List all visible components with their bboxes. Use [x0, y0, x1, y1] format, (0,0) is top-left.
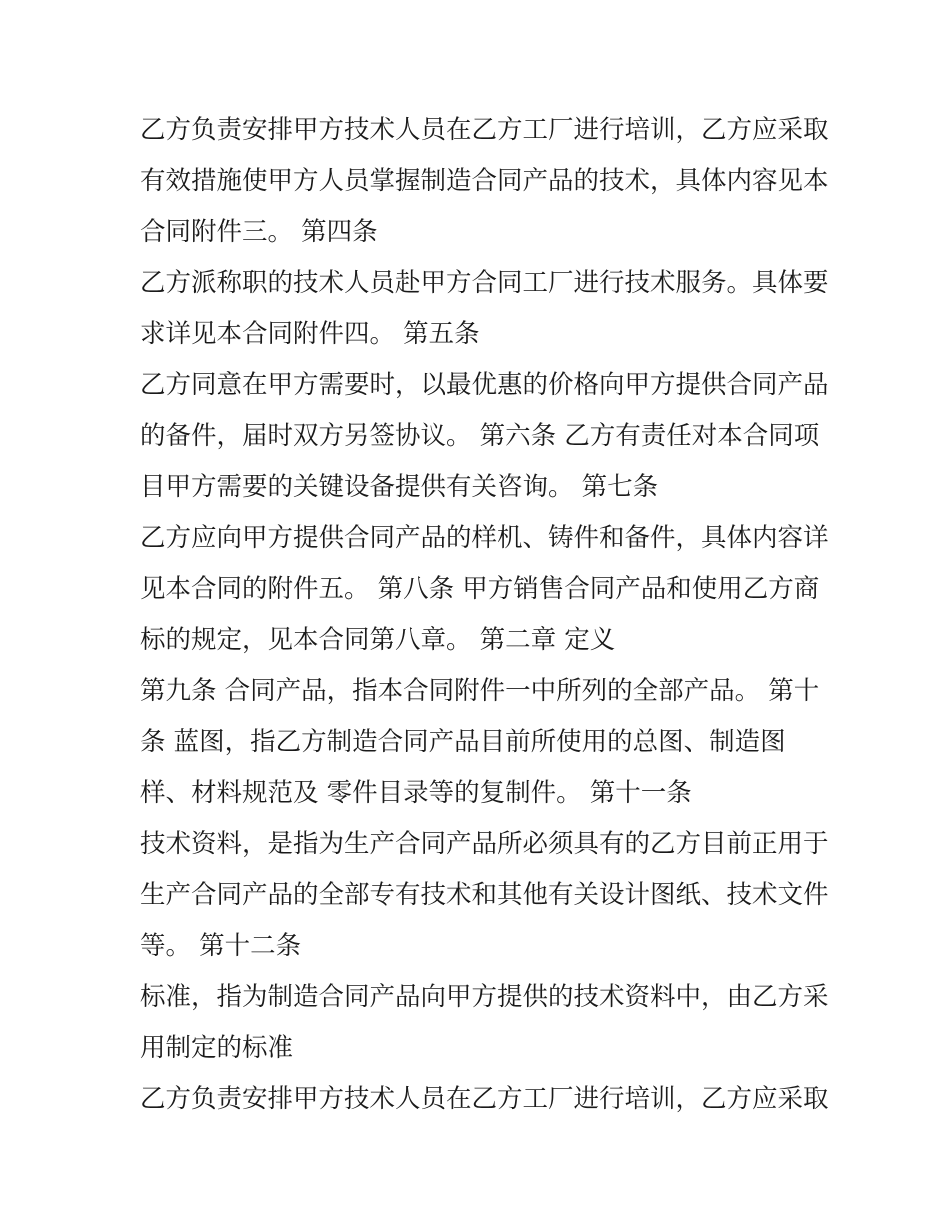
text-line: 标的规定，见本合同第八章。 第二章 定义: [140, 625, 616, 655]
text-line: 乙方负责安排甲方技术人员在乙方工厂进行培训，乙方应采取: [140, 115, 829, 145]
text-line: 生产合同产品的全部专有技术和其他有关设计图纸、技术文件: [140, 880, 829, 910]
text-line: 用制定的标准: [140, 1033, 294, 1063]
text-line: 条 蓝图，指乙方制造合同产品目前所使用的总图、制造图: [140, 727, 786, 757]
text-line: 样、材料规范及 零件目录等的复制件。 第十一条: [140, 778, 692, 808]
text-line: 第九条 合同产品，指本合同附件一中所列的全部产品。 第十: [140, 676, 820, 706]
text-line: 目甲方需要的关键设备提供有关咨询。 第七条: [140, 472, 659, 502]
text-line: 乙方派称职的技术人员赴甲方合同工厂进行技术服务。具体要: [140, 268, 829, 298]
text-line: 乙方负责安排甲方技术人员在乙方工厂进行培训，乙方应采取: [140, 1084, 829, 1114]
text-line: 乙方同意在甲方需要时，以最优惠的价格向甲方提供合同产品: [140, 370, 829, 400]
text-line: 等。 第十二条: [140, 931, 302, 961]
text-line: 有效措施使甲方人员掌握制造合同产品的技术，具体内容见本: [140, 166, 829, 196]
text-line: 技术资料，是指为生产合同产品所必须具有的乙方目前正用于: [140, 829, 829, 859]
text-line: 的备件，届时双方另签协议。 第六条 乙方有责任对本合同项: [140, 421, 820, 451]
text-line: 合同附件三。 第四条: [140, 217, 378, 247]
text-line: 标准，指为制造合同产品向甲方提供的技术资料中，由乙方采: [140, 982, 829, 1012]
text-line: 求详见本合同附件四。 第五条: [140, 319, 480, 349]
text-line: 乙方应向甲方提供合同产品的样机、铸件和备件，具体内容详: [140, 523, 829, 553]
text-line: 见本合同的附件五。 第八条 甲方销售合同产品和使用乙方商: [140, 574, 820, 604]
